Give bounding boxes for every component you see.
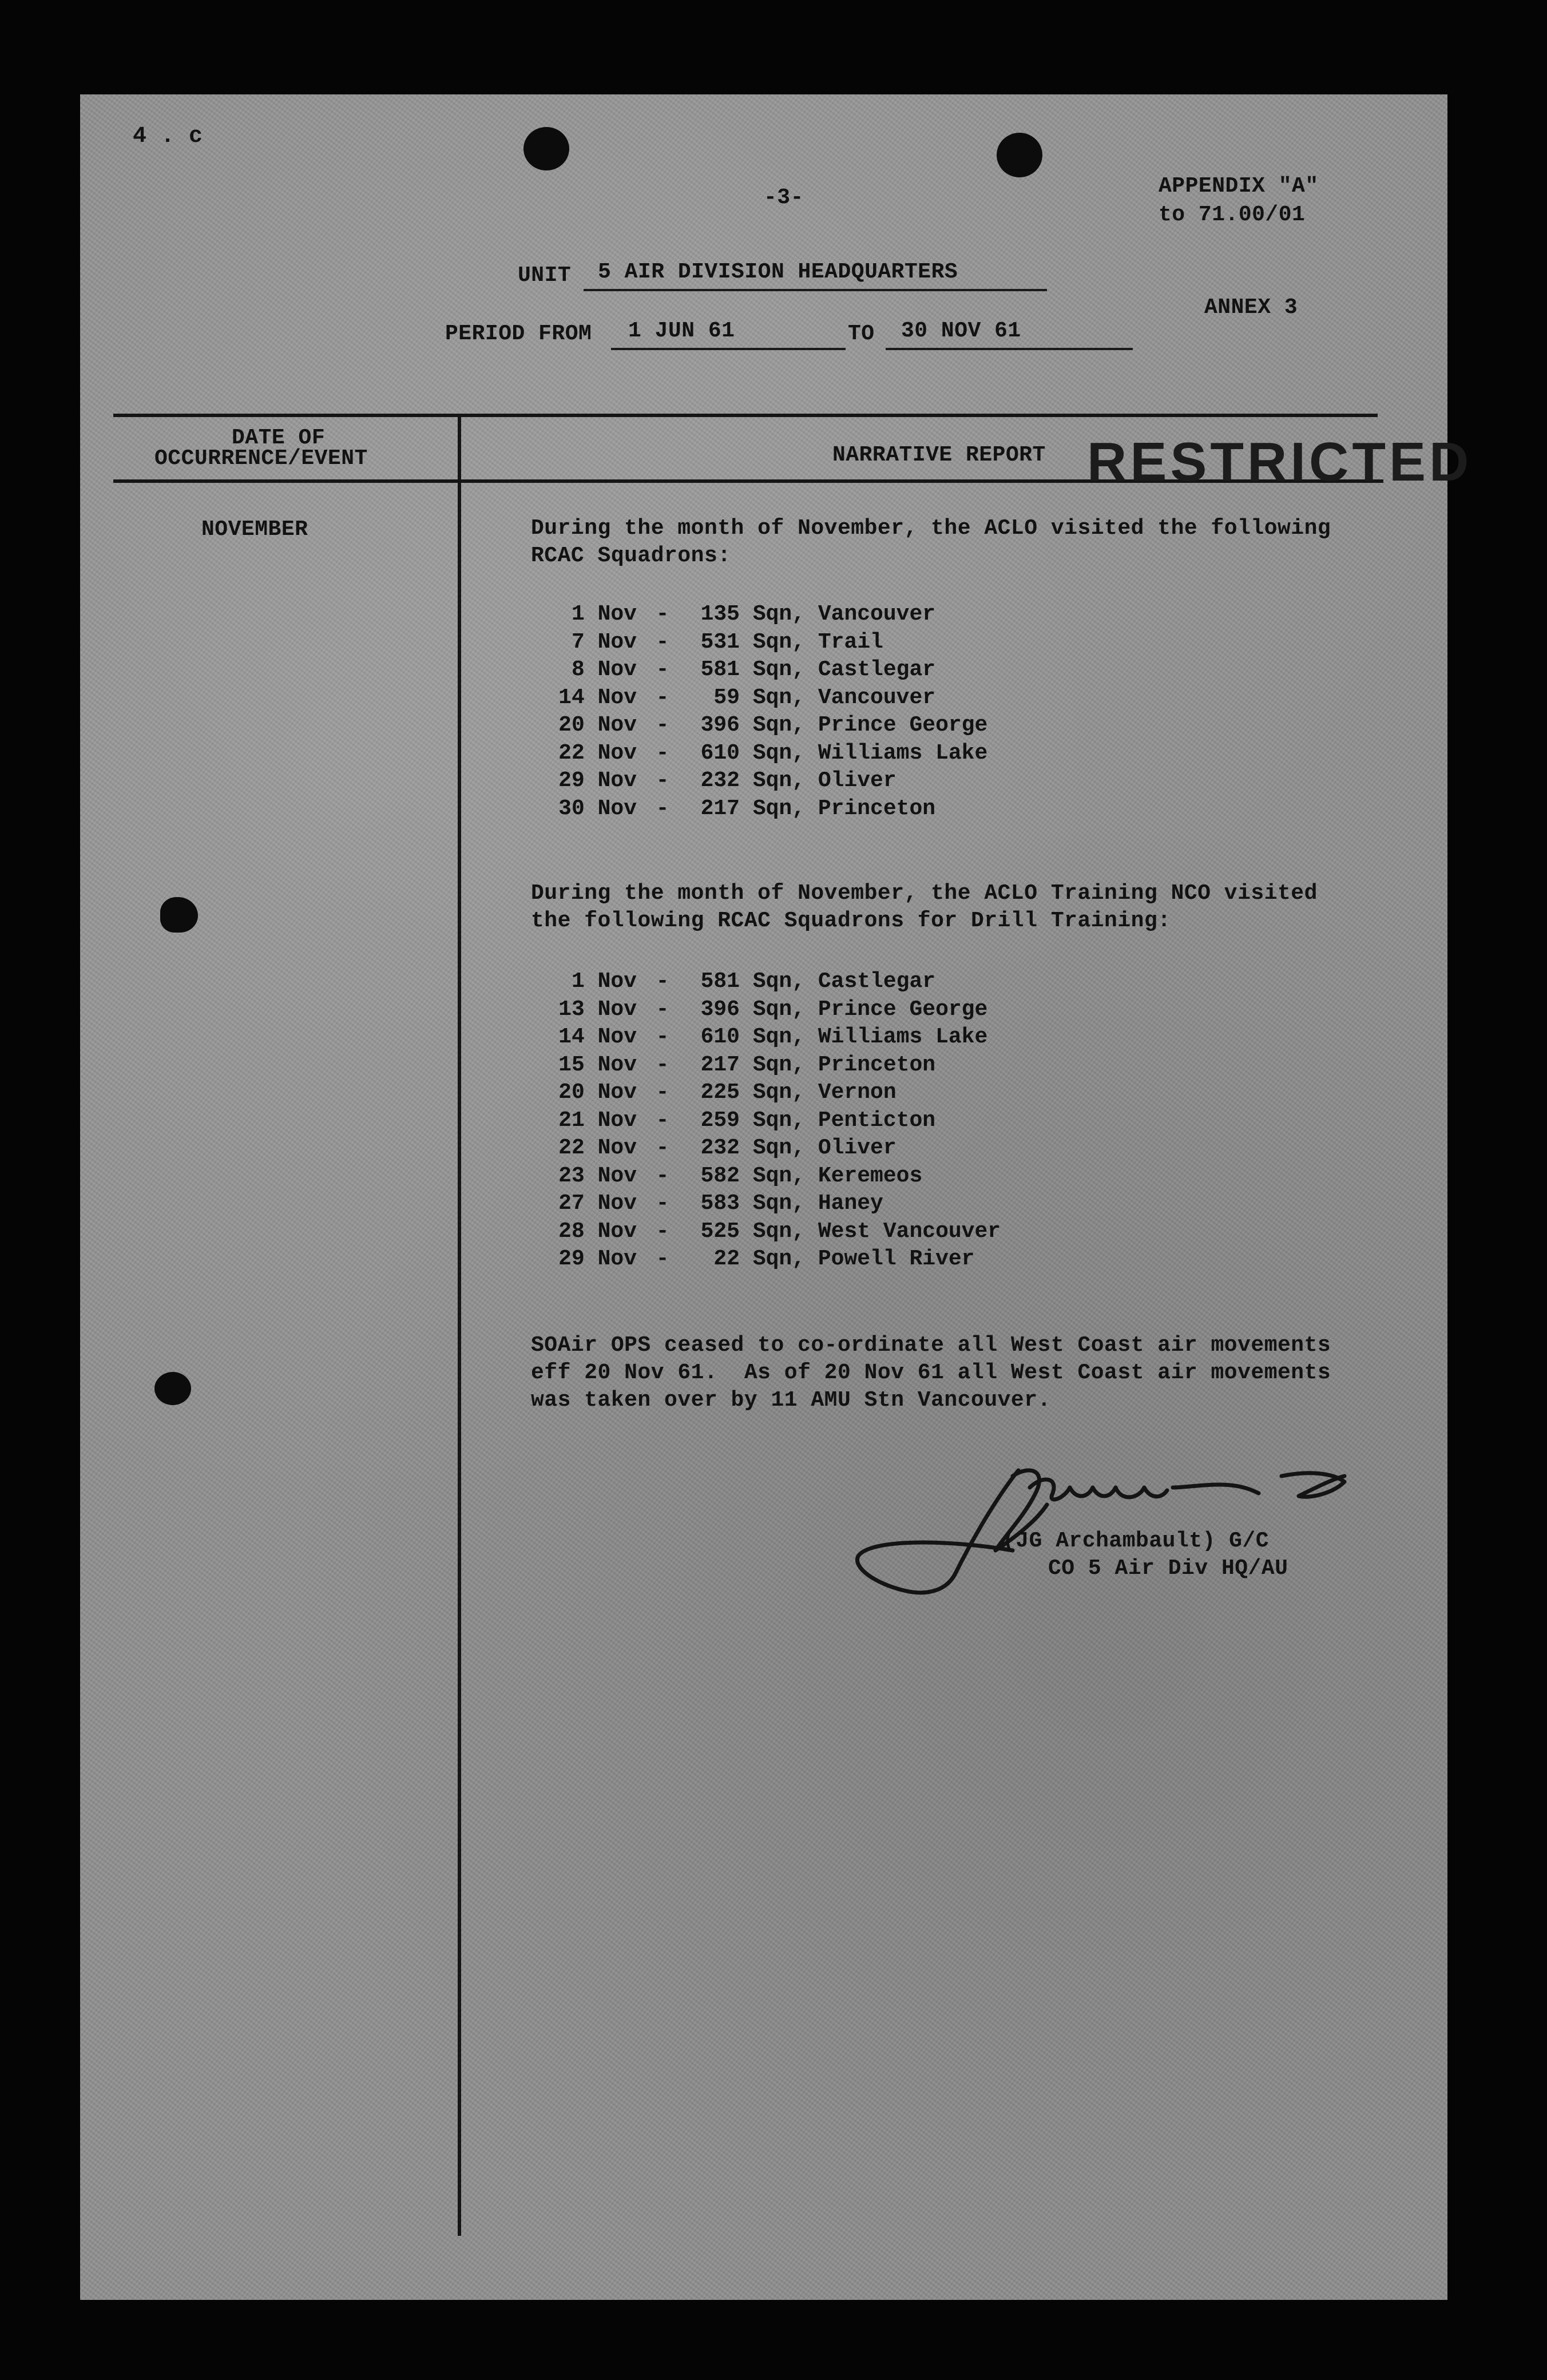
entry-separator: - <box>656 1052 669 1077</box>
entry-squadron-number: 396 <box>700 713 740 737</box>
entry-date: 29 Nov <box>558 768 637 793</box>
table-column-divider <box>458 414 461 2236</box>
entry-separator: - <box>656 1025 669 1049</box>
entry-squadron-number: 232 <box>700 1136 740 1160</box>
para3-line2: eff 20 Nov 61. As of 20 Nov 61 all West Coast air movements <box>531 1360 1331 1385</box>
entry-location: Sqn, Prince George <box>752 997 988 1022</box>
entry-separator: - <box>656 1080 669 1105</box>
ink-blot-upper <box>160 897 198 933</box>
entry-squadron-number: 225 <box>700 1080 740 1105</box>
annex-label: ANNEX 3 <box>1204 295 1298 320</box>
entry-location: Sqn, Haney <box>752 1191 883 1216</box>
entry-squadron-number: 232 <box>700 768 740 793</box>
entry-squadron-number: 581 <box>700 969 740 994</box>
entry-separator: - <box>656 685 669 710</box>
list-item <box>531 712 987 739</box>
list-item <box>531 1218 1001 1245</box>
entry-location: Sqn, Williams Lake <box>752 740 988 765</box>
entry-location: Sqn, Castlegar <box>752 969 936 994</box>
signatory-title: CO 5 Air Div HQ/AU <box>1048 1556 1288 1581</box>
list-item <box>531 996 987 1024</box>
entry-date: 20 Nov <box>558 1080 637 1105</box>
entry-location: Sqn, Princeton <box>752 1052 936 1077</box>
list-item <box>531 1163 922 1190</box>
para2-line1: During the month of November, the ACLO Training NCO visited <box>531 881 1318 906</box>
entry-date: 30 Nov <box>558 796 637 821</box>
entry-location: Sqn, Princeton <box>752 796 936 821</box>
entry-location: Sqn, Powell River <box>752 1247 975 1271</box>
entry-location: Sqn, Penticton <box>752 1108 936 1133</box>
entry-separator: - <box>656 1247 669 1271</box>
punch-hole-right <box>997 133 1042 177</box>
entry-separator: - <box>656 796 669 821</box>
list-item <box>531 656 935 684</box>
period-to-label: TO <box>848 322 875 346</box>
entry-date: 22 Nov <box>558 740 637 765</box>
entry-separator: - <box>656 1136 669 1160</box>
entry-date: 22 Nov <box>558 1136 637 1160</box>
list-item <box>531 1245 974 1273</box>
unit-label: UNIT <box>518 263 572 288</box>
appendix-file-number: to 71.00/01 <box>1159 203 1306 227</box>
entry-location: Sqn, Williams Lake <box>752 1025 988 1049</box>
list-item <box>531 1024 987 1051</box>
entry-squadron-number: 59 <box>713 685 740 710</box>
para3-line1: SOAir OPS ceased to co-ordinate all West Coast air movements <box>531 1333 1331 1358</box>
entry-squadron-number: 610 <box>700 1025 740 1049</box>
appendix-reference: APPENDIX "A" <box>1159 174 1319 199</box>
list-item <box>531 1107 935 1135</box>
table-top-rule <box>113 414 1378 417</box>
entry-squadron-number: 581 <box>700 657 740 682</box>
entry-squadron-number: 217 <box>700 796 740 821</box>
unit-underline <box>584 289 1047 291</box>
entry-date: 20 Nov <box>558 713 637 737</box>
list-item <box>531 1190 883 1217</box>
list-item <box>531 1052 935 1079</box>
entry-location: Sqn, Oliver <box>752 768 897 793</box>
entry-date: 27 Nov <box>558 1191 637 1216</box>
entry-location: Sqn, Vancouver <box>752 602 936 626</box>
entry-date: 29 Nov <box>558 1247 637 1271</box>
ink-blot-lower <box>154 1372 191 1405</box>
para1-line1: During the month of November, the ACLO visited the following <box>531 516 1331 541</box>
page-number: -3- <box>764 185 804 210</box>
list-item <box>531 684 935 712</box>
date-entry-november: NOVEMBER <box>201 517 308 542</box>
entry-squadron-number: 583 <box>700 1191 740 1216</box>
period-from-underline <box>611 348 846 350</box>
entry-location: Sqn, Keremeos <box>752 1163 923 1188</box>
entry-separator: - <box>656 657 669 682</box>
entry-squadron-number: 135 <box>700 602 740 626</box>
para2-line2: the following RCAC Squadrons for Drill Training: <box>531 909 1171 933</box>
date-column-header-line1: DATE OF <box>232 426 326 450</box>
entry-separator: - <box>656 713 669 737</box>
entry-date: 8 Nov <box>571 657 637 682</box>
entry-location: Sqn, West Vancouver <box>752 1219 1001 1244</box>
entry-separator: - <box>656 1191 669 1216</box>
entry-location: Sqn, Castlegar <box>752 657 936 682</box>
para1-line2: RCAC Squadrons: <box>531 544 731 568</box>
para3-line3: was taken over by 11 AMU Stn Vancouver. <box>531 1388 1051 1413</box>
entry-squadron-number: 22 <box>713 1247 740 1271</box>
period-label: PERIOD FROM <box>445 322 592 346</box>
entry-squadron-number: 582 <box>700 1163 740 1188</box>
restricted-stamp: RESTRICTED <box>1087 431 1473 493</box>
entry-date: 1 Nov <box>571 602 637 626</box>
entry-squadron-number: 217 <box>700 1052 740 1077</box>
date-column-header-line2: OCCURRENCE/EVENT <box>154 446 368 471</box>
punch-hole-left <box>523 127 569 170</box>
list-item <box>531 601 935 628</box>
list-item <box>531 629 883 656</box>
signatory-name: (JG Archambault) G/C <box>1002 1529 1270 1553</box>
entry-location: Sqn, Trail <box>752 629 883 654</box>
entry-date: 23 Nov <box>558 1163 637 1188</box>
entry-date: 15 Nov <box>558 1052 637 1077</box>
entry-separator: - <box>656 1219 669 1244</box>
entry-separator: - <box>656 740 669 765</box>
entry-date: 7 Nov <box>571 629 637 654</box>
entry-squadron-number: 396 <box>700 997 740 1022</box>
entry-separator: - <box>656 768 669 793</box>
entry-date: 14 Nov <box>558 685 637 710</box>
entry-date: 21 Nov <box>558 1108 637 1133</box>
narrative-column-header: NARRATIVE REPORT <box>832 443 1046 467</box>
entry-squadron-number: 531 <box>700 629 740 654</box>
period-from-value: 1 JUN 61 <box>628 319 735 343</box>
list-item <box>531 767 897 795</box>
unit-value: 5 AIR DIVISION HEADQUARTERS <box>598 260 958 284</box>
entry-location: Sqn, Prince George <box>752 713 988 737</box>
list-item <box>531 740 987 767</box>
corner-mark: 4 . c <box>133 124 203 149</box>
entry-squadron-number: 525 <box>700 1219 740 1244</box>
period-to-underline <box>886 348 1133 350</box>
entry-separator: - <box>656 602 669 626</box>
entry-squadron-number: 610 <box>700 740 740 765</box>
entry-date: 13 Nov <box>558 997 637 1022</box>
entry-separator: - <box>656 997 669 1022</box>
entry-location: Sqn, Vancouver <box>752 685 936 710</box>
list-item <box>531 1135 897 1162</box>
entry-separator: - <box>656 969 669 994</box>
entry-date: 1 Nov <box>571 969 637 994</box>
entry-date: 28 Nov <box>558 1219 637 1244</box>
list-item <box>531 795 935 823</box>
entry-date: 14 Nov <box>558 1025 637 1049</box>
entry-location: Sqn, Oliver <box>752 1136 897 1160</box>
entry-separator: - <box>656 629 669 654</box>
entry-squadron-number: 259 <box>700 1108 740 1133</box>
entry-location: Sqn, Vernon <box>752 1080 897 1105</box>
list-item <box>531 968 935 995</box>
list-item <box>531 1079 897 1106</box>
period-to-value: 30 NOV 61 <box>901 319 1021 343</box>
entry-separator: - <box>656 1108 669 1133</box>
entry-separator: - <box>656 1163 669 1188</box>
